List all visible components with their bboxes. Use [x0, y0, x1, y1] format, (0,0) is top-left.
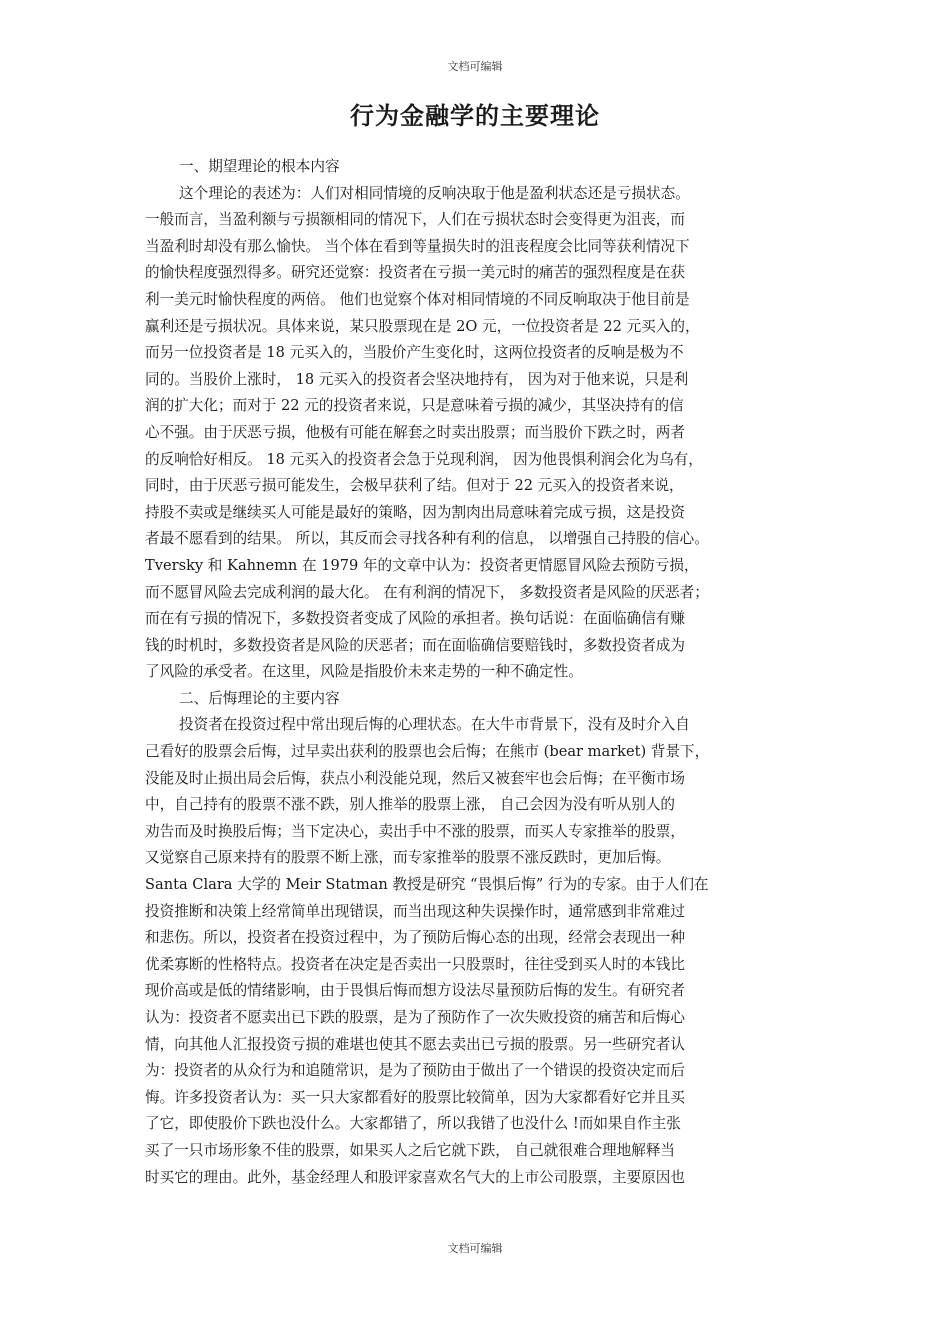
text-line: 钱的时机时，多数投资者是风险的厌恶者；而在面临确信要赔钱时，多数投资者成为 [145, 636, 685, 654]
text-line: 投资推断和决策上经常简单出现错误，而当出现这种失误操作时，通常感到非常难过 [145, 902, 685, 920]
text-line: 同的。当股价上涨时， 18 元买入的投资者会坚决地持有， 因为对于他来说，只是利 [145, 370, 689, 388]
text-line: 己看好的股票会后悔，过早卖出获利的股票也会后悔；在熊市 (bear market) 背景下， [145, 743, 710, 761]
text-line: 悔。许多投资者认为：买一只大家都看好的股票比较简单，因为大家都看好它并且买 [145, 1088, 685, 1106]
text-line: 利一美元时愉快程度的两倍。 他们也觉察个体对相同情境的不同反响取决于他目前是 [145, 290, 690, 308]
section-heading: 二、后悔理论的主要内容 [179, 689, 340, 707]
text-line: 了风险的承受者。在这里，风险是指股价未来走势的一种不确定性。 [145, 663, 583, 681]
text-line: 为：投资者的从众行为和追随常识，是为了预防由于做出了一个错误的投资决定而后 [145, 1062, 685, 1080]
text-line: 同时，由于厌恶亏损可能发生，会极早获利了结。但对于 22 元买入的投资者来说， [145, 477, 684, 495]
section-heading: 一、期望理论的根本内容 [179, 158, 340, 175]
text-line: 心不强。由于厌恶亏损，他极有可能在解套之时卖出股票；而当股价下跌之时，两者 [145, 423, 685, 441]
text-line: 情，向其他人汇报投资亏损的难堪也使其不愿去卖出已亏损的股票。另一些研究者认 [145, 1035, 685, 1053]
text-line: 没能及时止损出局会后悔，获点小利没能兑现，然后又被套牢也会后悔；在平衡市场 [145, 769, 685, 787]
text-line: 当盈利时却没有那么愉快。 当个体在看到等量损失时的沮丧程度会比同等获利情况下 [145, 237, 690, 255]
text-line: 劝告而及时换股后悔；当下定决心，卖出手中不涨的股票，而买人专家推举的股票， [145, 822, 685, 840]
text-line: 投资者在投资过程中常出现后悔的心理状态。在大牛市背景下，没有及时介入自 [179, 716, 690, 734]
text-line: 持股不卖或是继续买人可能是最好的策略，因为割肉出局意味着完成亏损，这是投资 [145, 503, 685, 521]
page-footer: 文档可编辑 [447, 1242, 503, 1255]
text-line: 而另一位投资者是 18 元买入的，当股价产生变化时，这两位投资者的反响是极为不 [145, 344, 684, 362]
text-line: Tversky 和 Kahnemn 在 1979 年的文章中认为：投资者更情愿冒风险去预防亏损， [145, 556, 699, 574]
text-line: 的愉快程度强烈得多。研究还觉察：投资者在亏损一美元时的痛苦的强烈程度是在获 [145, 264, 685, 282]
text-line: 又觉察自己原来持有的股票不断上涨，而专家推举的股票不涨反跌时，更加后悔。 [145, 849, 671, 867]
document-body [145, 154, 810, 1191]
text-line: 润的扩大化；而对于 22 元的投资者来说，只是意味着亏损的减少，其坚决持有的信 [145, 397, 684, 415]
text-line: 中，自己持有的股票不涨不跌，别人推举的股票上涨， 自己会因为没有听从别人的 [145, 796, 676, 814]
text-line: 这个理论的表述为：人们对相同情境的反响决取于他是盈利状态还是亏损状态。 [179, 184, 690, 202]
text-line: Santa Clara 大学的 Meir Statman 教授是研究 “畏惧后悔” 行为的专家。由于人们在 [145, 876, 709, 894]
document-title: 行为金融学的主要理论 [350, 101, 600, 130]
text-line: 和悲伤。所以，投资者在投资过程中，为了预防后悔心态的出现，经常会表现出一种 [145, 929, 685, 947]
text-line: 买了一只市场形象不佳的股票，如果买人之后它就下跌， 自己就很难合理地解释当 [145, 1141, 676, 1159]
page-header: 文档可编辑 [447, 60, 503, 73]
text-line: 而不愿冒风险去完成利润的最大化。 在有利润的情况下， 多数投资者是风险的厌恶者； [145, 583, 709, 601]
text-line: 了它，即使股价下跌也没什么。大家都错了，所以我错了也没什么 !而如果自作主张 [145, 1115, 681, 1133]
text-line: 赢利还是亏损状况。具体来说，某只股票现在是 2O 元，一位投资者是 22 元买入的， [145, 317, 700, 335]
text-line: 时买它的理由。此外，基金经理人和股评家喜欢名气大的上市公司股票，主要原因也 [145, 1168, 685, 1186]
text-line: 而在有亏损的情况下，多数投资者变成了风险的承担者。换句话说：在面临确信有赚 [145, 610, 685, 628]
text-line: 认为：投资者不愿卖出已下跌的股票，是为了预防作了一次失败投资的痛苦和后悔心 [145, 1009, 685, 1026]
text-line: 一般而言，当盈利额与亏损额相同的情况下，人们在亏损状态时会变得更为沮丧，而 [145, 211, 685, 229]
text-line: 优柔寡断的性格特点。投资者在决定是否卖出一只股票时，往往受到买人时的本钱比 [145, 955, 685, 973]
text-line: 的反响恰好相反。 18 元买入的投资者会急于兑现利润， 因为他畏惧利润会化为乌有， [145, 450, 703, 468]
text-line: 现价高或是低的情绪影响，由于畏惧后悔而想方设法尽量预防后悔的发生。有研究者 [145, 982, 685, 1000]
text-line: 者最不愿看到的结果。 所以，其反而会寻找各种有利的信息， 以增强自己持股的信心。 [145, 530, 709, 548]
